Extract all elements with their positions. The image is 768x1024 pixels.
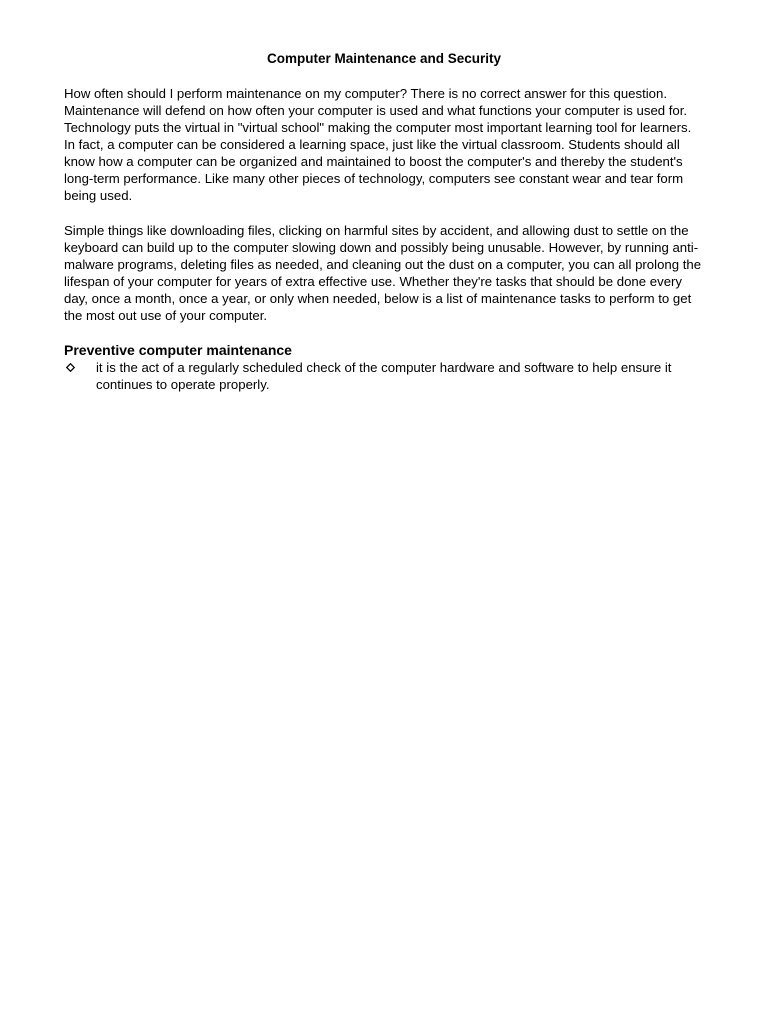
document-title: Computer Maintenance and Security (266, 51, 502, 66)
bullet-list (64, 359, 704, 393)
bullet-text: it is the act of a regularly scheduled check of the computer hardware and software to help ensure it continues to operate properly. (96, 360, 672, 392)
section-heading: Preventive computer maintenance (64, 342, 292, 358)
body-paragraph: Simple things like downloading files, clicking on harmful sites by accident, and allowing dust to settle on the keyboard can build up to the computer slowing down and possibly being unusable. However, by running anti-malware programs, deleting files as needed, and cleaning out the dust on a computer, you can all prolong the lifespan of your computer for years of extra effective use. Whether they're tasks that should be done every day, once a month, once a year, or only when needed, below is a list of maintenance tasks to perform to get the most out use of your computer. (64, 223, 702, 323)
list-item (64, 359, 704, 393)
body-paragraph: How often should I perform maintenance on my computer? There is no correct answer for this question. Maintenance will defend on how often your computer is used and what functions your computer is used for. Technology puts the virtual in "virtual school" making the computer most important learning tool for learners. In fact, a computer can be considered a learning space, just like the virtual classroom. Students should all know how a computer can be organized and maintained to boost the computer's and thereby the student's long-term performance. Like many other pieces of technology, computers see constant wear and tear form being used. (64, 86, 692, 203)
diamond-bullet-icon (66, 363, 75, 372)
